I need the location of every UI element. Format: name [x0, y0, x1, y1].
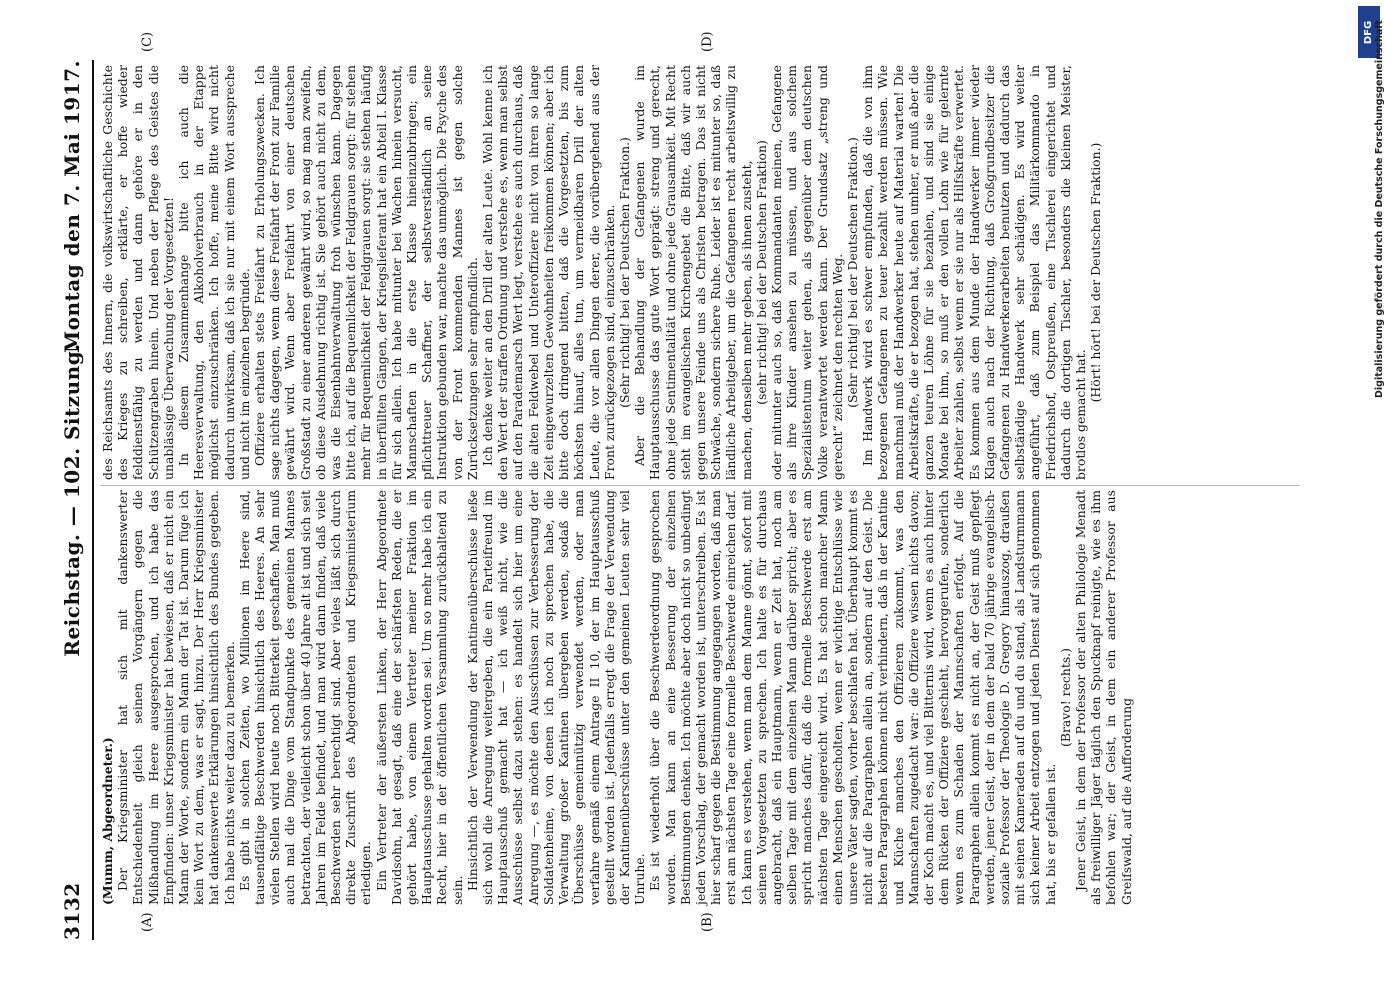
paragraph: oder mitunter auch so, daß Kommandanten meinen, Gefangene als ihre Kinder ansehen zu müssen, und aus solchem Spezialistentum weiter gehen, als gegenüber dem deutschen Volke verantwortet werden kann. Der Grundsatz „streng und gerecht“ zeichnet den rechten Weg.	[768, 65, 845, 480]
paragraph: Aber die Behandlung der Gefangenen wurde im Hauptausschusse das gute Wort geprägt: streng und gerecht, ohne jede Sentimentalität und ohne jede Grausamkeit. Mit Recht steht im evangelischen Kirchengebet die Bitte, daß wir auch gegen unsere Feinde uns als Christen betragen. Das ist nicht Schwäche, sondern sichere Ruhe. Leider ist es mitunter so, daß ländliche Arbeitgeber, um die Gefangenen recht arbeitswillig zu machen, denselben mehr geben, als ihnen zusteht,	[632, 65, 754, 480]
margin-marker-b: (B)	[700, 912, 715, 932]
interjection: (Hört! hört! bei der Deutschen Fraktion.)	[1088, 142, 1104, 403]
interjection: (sehr richtig! bei der Deutschen Fraktion)	[753, 140, 769, 405]
paragraph: Im Handwerk wird es schwer empfunden, daß die von ihm bezogenen Gefangenen zu teuer bezahlt werden müssen. Wie manchmal muß der Handwerker heute auf Material warten! Die Arbeitskräfte, die er bezogen hat, stehen umher, er muß aber die ganzen teuren Löhne für sie bezahlen, und sind sie einige Monate bei ihm, so muß er den vollen Lohn wie für gelernte Arbeiter zahlen, selbst wenn er sie nur als Hilfskräfte verwertet. Es kommen aus dem Munde der Handwerker immer wieder Klagen auch nach der Richtung, daß Großgrundbesitzer die Gefangenen zu Handwerkerarbeiten benutzen und dadurch das selbständige Handwerk sehr schädigen. Es wird weiter angeführt, daß zum Beispiel das Militärkommando in Friedrichshof, Ostpreußen, eine Tischlerei eingerichtet und dadurch die dortigen Tischler, besonders die kleinen Meister, brotlos gemacht hat.	[860, 65, 1088, 480]
right-column	[100, 65, 1300, 480]
paragraph: Ich denke weiter an den Drill der alten Leute. Wohl kenne ich den Wert der straffen Ordnung und verstehe es, wenn man selbst auf den Parademarsch Wert legt, verstehe es auch durchaus, daß die alten Feldwebel und Unteroffiziere nicht von ihren so lange Zeit eingewurzelten Gewohnheiten freikommen können; aber ich bitte doch dringend bitten, daß die Vorgesetzten, bis zum höchsten hinauf, alles tun, um vermeidbaren Drill der alten Leute, die vor allen Dingen derer, die vorübergehend aus der Front zurückgezogen sind, einzuschränken.	[480, 65, 617, 480]
paragraph: In diesem Zusammenhange bitte ich auch die Heeresverwaltung, den Alkoholverbrauch in der Etappe möglichst einzuschränken. Ich hoffe, meine Bitte wird nicht dadurch unwirksam, daß ich sie nur mit einem Wort ausspreche und nicht im einzelnen begründe.	[176, 65, 252, 480]
digitization-credit-text: Digitalisierung gefördert durch die Deutsche Forschungsgemeinschaft	[1374, 20, 1385, 398]
paragraph: Hinsichtlich der Verwendung der Kantinenüberschüsse ließe sich wohl die Anregung weitergeben, die ein Parteifreund im Hauptausschuß gemacht hat — ich weiß nicht, wie die Ausschüsse selbst dazu stehen: es handelt sich hier um eine Anregung —, es möchte den Ausschüssen zur Verbesserung der Soldatenheime, von denen ich noch zu sprechen habe, die Verwaltung großer Kantinen übergeben werden, sodaß die Überschüsse gemeinnützig verwendet werden, oder man verfahre gemäß einem Antrage II 10, der im Hauptausschuß gestellt worden ist. Jedenfalls erregt die Frage der Verwendung der Kantinenüberschüsse unter den gemeinen Leuten sehr viel Unruhe.	[464, 490, 648, 905]
column-divider	[100, 485, 1300, 486]
paragraph: Der Kriegsminister hat sich mit dankenswerter Entschiedenheit gleich seinen Vorgängern gegen die Mißhandlung im Heere ausgesprochen, und ich habe das Empfinden: unser Kriegsminister hat bewiesen, daß er nicht ein Mann der Worte, sondern ein Mann der Tat ist. Darum füge ich kein Wort zu dem, was er sagt, hinzu. Der Herr Kriegsminister hat dankenswerte Erklärungen hinsichtlich des Bundes gegeben. Ich habe nichts weiter dazu zu bemerken.	[115, 490, 237, 905]
paragraph: Offiziere erhalten stets Freifahrt zu Erholungszwecken. Ich sage nichts dagegen, wenn diese Freifahrt der Front zur Familie gewährt wird. Wenn aber Freifahrt von einer deutschen Großstadt zu einer anderen gewährt wird, so mag man zweifeln, ob diese Ausdehnung richtig ist. Sie gehört auch nicht zu dem, was die Eisenbahnverwaltung froh wünschen kann. Dagegen bitte ich, auf die Bequemlichkeit der Feldgrauen sorgt: für stehen mehr für Bequemlichkeit der Feldgrauen sorgt: sie stehen häufig in überfüllten Gängen, der Kriegslieferant hat ein Abteil I. Klasse für sich allein. Ich habe mitunter bei Wachen hinein versucht, Mannschaften in die erste Klasse hineinzubringen; ein pflichttreuer Schaffner, der selbstverständlich an seine Instruktion gebunden war, machte das unmöglich. Die Psyche des von der Front kommenden Mannes ist gegen solche Zurücksetzungen sehr empfindlich.	[252, 65, 480, 480]
header-rule	[92, 60, 94, 940]
left-column	[100, 490, 1300, 905]
margin-marker-d: (D)	[700, 31, 715, 52]
paragraph: Ein Vertreter der äußersten Linken, der Herr Abgeordnete Davidsohn, hat gesagt, daß eine der schärfsten Reden, die er gehört habe, von einem Vertreter meiner Fraktion im Hauptausschusse gehalten worden sei. Um so mehr habe ich ein Recht, hier in der öffentlichen Versammlung zurückhaltend zu sein.	[373, 490, 465, 905]
session-title: Reichstag. — 102. Sitzung.	[60, 343, 84, 657]
speaker-label: (Mumm, Abgeordneter.)	[100, 737, 115, 905]
paragraph: Es gibt in solchen Zeiten, wo Millionen im Heere sind, tausendfältige Beschwerden hinsichtlich des Heeres. An sehr vielen Stellen wird heute noch Bitterkeit geschaffen. Man muß auch mal die Dinge vom Standpunkte des gemeinen Mannes betrachten, der vielleicht schon über 40 Jahre alt ist und sich seit Jahren im Felde befindet, und man wird dann finden, daß viele Beschwerden sehr berechtigt sind. Aber vieles läßt sich durch direkte Zuschrift des Abgeordneten und Kriegsministerium erledigen.	[236, 490, 374, 905]
paragraph: des Reichsamts des Innern, die volkswirtschaftliche Geschichte des Krieges zu schreiben, erklärte, er hoffe wieder felddienstfähig zu werden und dann gehöre er in den Schützengraben hinein. Und neben der Pflege des Geistes die unablässige Überwachung der Vorgesetzten!	[100, 65, 176, 480]
page-header	[60, 60, 90, 940]
paragraph: Es ist wiederholt über die Beschwerdeordnung gesprochen worden. Man kann an eine Besserung der einzelnen Bestimmungen denken. Ich möchte aber doch nicht so unbedingt jeden Vorschlag, der gemacht worden ist, unterschreiben. Es ist hier scharf gegen die Bestimmung angegangen worden, daß man erst am nächsten Tage eine formelle Beschwerde einreichen darf. Ich kann es verstehen, wenn man dem Manne gönnt, sofort mit seinen Vorgesetzten zu sprechen. Ich halte es für durchaus angebracht, daß ein Hauptmann, wenn er Zeit hat, noch am selben Tage mit dem einzelnen Mann darüber spricht; aber es spricht manches dafür, daß die formelle Beschwerde erst am nächsten Tage eingereicht wird. Es hat schon mancher Mann einen Menschen gescholten, wenn er wichtige Entschlüsse wie unsere Väter sagten, vorher beschlafen hat. Überhaupt kommt es nicht auf die Paragraphen allein an, sondern auf den Geist. Die besten Paragraphen können nicht verhindern, daß in der Kantine und Küche manches den Offizieren zukommt, was den Mannschaften zugedacht war: die Offiziere wissen nichts davon; der Koch macht es, und viel Bitternis wird, wenn es auch hinter dem Rücken der Offiziere geschieht, hervorgerufen, sonderlich wenn es zum Schaden der Mannschaften erfolgt. Auf die Paragraphen allein kommt es nicht an, der Geist muß gepflegt werden, jener Geist, der in dem der bald 70 jährige evangelisch-soziale Professor der Theologie D. Gregory hinauszog, draußen mit seinen Kameraden auf du und du stand, als Landsturmmann sich keiner Arbeit entzogen und jeden Dienst auf sich genommen hat, bis er gefallen ist.	[647, 490, 1058, 905]
interjection: (Sehr richtig! bei der Deutschen Fraktion.)	[844, 137, 860, 408]
margin-marker-a: (A)	[140, 912, 155, 932]
paragraph: Jener Geist, in dem der Professor der alten Philologie Menadt als freiwilliger Jäger täglich den Spucknapf reinigte, wie es ihm befohlen war; der Geist, in dem ein anderer Professor aus Greifswald, auf die Aufforderung	[1073, 490, 1134, 905]
interjection: (Bravo! rechts.)	[1057, 648, 1073, 747]
session-date: Montag den 7. Mai 1917.	[60, 60, 84, 354]
dfg-logo-text: DFG	[1363, 20, 1375, 44]
page-number: 3132	[60, 882, 84, 940]
margin-marker-c: (C)	[140, 31, 155, 52]
interjection: (Sehr richtig! bei der Deutschen Fraktion.)	[616, 137, 632, 408]
